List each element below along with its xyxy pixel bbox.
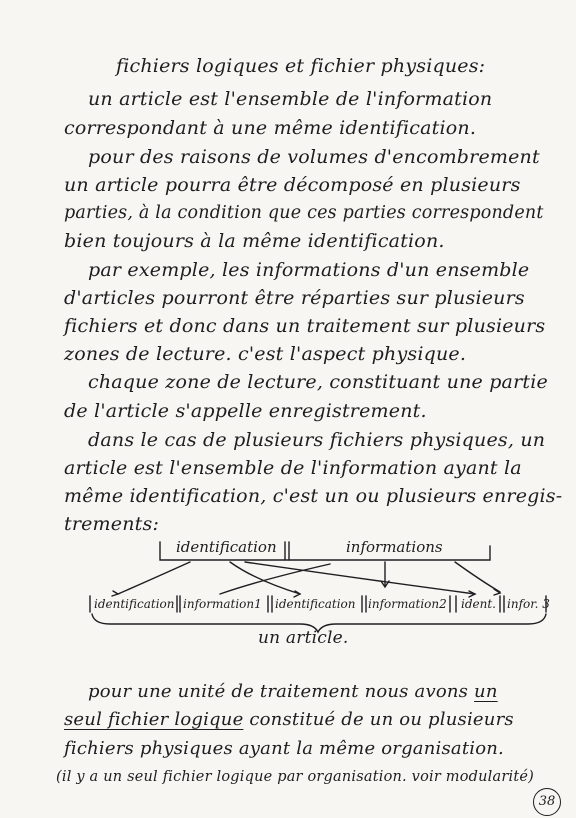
conclusion-line-4: (il y a un seul fichier logique par organisation. voir modularité): [56, 769, 534, 785]
text-line: d'articles pourront être réparties sur plusieurs: [64, 287, 525, 309]
conclusion-line-1: [88, 680, 498, 704]
text-line: chaque zone de lecture, constituant une partie: [88, 371, 548, 393]
diagram-caption: un article.: [258, 628, 349, 648]
text-line: bien toujours à la même identification.: [64, 230, 445, 252]
text-line: correspondant à une même identification.: [64, 117, 477, 139]
record-2-information: information2: [368, 597, 447, 611]
record-3-identification: ident.: [461, 597, 496, 611]
record-1-identification: identification: [94, 597, 175, 611]
record-3-information: infor. 3: [507, 597, 550, 611]
text-line: par exemple, les informations d'un ensemble: [88, 259, 530, 281]
record-diagram: [0, 530, 576, 650]
text-line: de l'article s'appelle enregistrement.: [64, 400, 427, 422]
conclusion-text: constitué de un ou plusieurs: [243, 709, 514, 730]
conclusion-text: pour une unité de traitement nous avons: [88, 681, 475, 702]
text-line: article est l'ensemble de l'information ayant la: [64, 457, 522, 479]
text-line: pour des raisons de volumes d'encombrement: [88, 146, 540, 168]
record-1-information: information1: [183, 597, 262, 611]
text-line: fichiers et donc dans un traitement sur plusieurs: [64, 315, 546, 337]
text-line: zones de lecture. c'est l'aspect physique.: [64, 343, 467, 365]
underlined-text: seul fichier logique: [64, 709, 244, 730]
text-line: un article pourra être décomposé en plusieurs: [64, 174, 521, 196]
heading-line: fichiers logiques et fichier physiques:: [116, 55, 486, 77]
text-line: même identification, c'est un ou plusieurs enregis-: [64, 485, 563, 507]
underlined-text: un: [474, 681, 498, 702]
conclusion-line-3: fichiers physiques ayant la même organisation.: [64, 738, 504, 759]
text-line: un article est l'ensemble de l'information: [88, 88, 493, 110]
top-informations-label: informations: [346, 538, 443, 556]
text-line: dans le cas de plusieurs fichiers physiques, un: [88, 429, 546, 451]
record-2-identification: identification: [275, 597, 356, 611]
conclusion-line-2: [64, 708, 514, 732]
page-number: 38: [533, 788, 561, 816]
top-identification-label: identification: [176, 538, 277, 556]
text-line: parties, à la condition que ces parties correspondent: [64, 203, 544, 223]
text-line: trements:: [64, 513, 160, 535]
